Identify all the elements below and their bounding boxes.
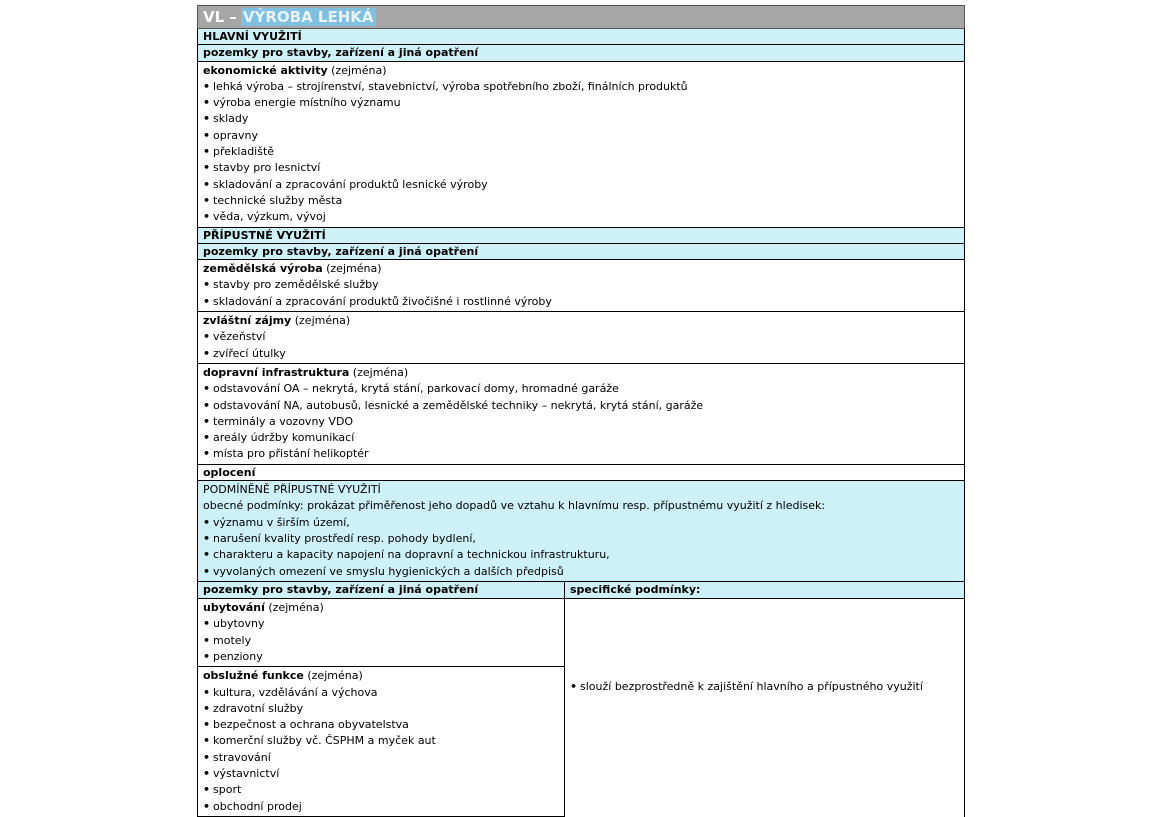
- table-title: [197, 5, 965, 29]
- permitted-use-subheading: pozemky pro stavby, zařízení a jiná opatření: [197, 244, 965, 260]
- list-item: • stravování: [203, 750, 564, 766]
- left-column-header: pozemky pro stavby, zařízení a jiná opatření: [198, 582, 564, 599]
- group-title: ubytování (zejména): [203, 601, 324, 615]
- conditional-heading: PODMÍNĚNĚ PŘÍPUSTNÉ VYUŽITÍ: [203, 483, 381, 497]
- group-title: obslužné funkce (zejména): [203, 669, 363, 683]
- list-item: • penziony: [203, 649, 564, 665]
- agriculture-block: [197, 260, 965, 312]
- economic-activities-block: [197, 62, 965, 228]
- specific-condition: • slouží bezprostředně k zajištění hlavního a přípustného využití: [570, 679, 923, 695]
- accommodation-block: [198, 599, 564, 667]
- list-item: • bezpečnost a ochrana obyvatelstva: [203, 717, 564, 733]
- group-title: dopravní infrastruktura (zejména): [203, 365, 409, 379]
- list-item: • vyvolaných omezení ve smyslu hygienických a dalších předpisů: [203, 564, 964, 580]
- list-item: • stavby pro zemědělské služby: [203, 277, 964, 293]
- group-title: zvláštní zájmy (zejména): [203, 314, 351, 328]
- list-item: • motely: [203, 633, 564, 649]
- title-name: VÝROBA LEHKÁ: [242, 8, 374, 26]
- special-interests-block: [197, 312, 965, 364]
- list-item: • lehká výroba – strojírenství, stavebnictví, výroba spotřebního zboží, finálních produktů: [203, 79, 964, 95]
- list-item: • charakteru a kapacity napojení na dopravní a technickou infrastrukturu,: [203, 547, 964, 563]
- list-item: • sklady: [203, 111, 964, 127]
- list-item: • věda, výzkum, vývoj: [203, 209, 964, 225]
- list-item: • místa pro přistání helikoptér: [203, 446, 964, 462]
- fence-row: oplocení: [197, 465, 965, 481]
- list-item: • odstavování OA – nekrytá, krytá stání, parkovací domy, hromadné garáže: [203, 381, 964, 397]
- list-item: • komerční služby vč. ČSPHM a myček aut: [203, 733, 564, 749]
- list-item: • kultura, vzdělávání a výchova: [203, 685, 564, 701]
- list-item: • obchodní prodej: [203, 799, 564, 815]
- group-title: ekonomické aktivity (zejména): [203, 63, 387, 77]
- zoning-table: [197, 5, 965, 817]
- main-use-heading: HLAVNÍ VYUŽITÍ: [197, 29, 965, 45]
- list-item: • zvířecí útulky: [203, 346, 964, 362]
- list-item: • skladování a zpracování produktů živočišné i rostlinné výroby: [203, 294, 964, 310]
- service-functions-block: [198, 667, 564, 817]
- conditional-use-block: [197, 481, 965, 582]
- conditional-two-columns: [197, 582, 965, 817]
- list-item: • překladiště: [203, 144, 964, 160]
- list-item: • opravny: [203, 128, 964, 144]
- conditional-right-column: [565, 582, 964, 817]
- list-item: • narušení kvality prostředí resp. pohody bydlení,: [203, 531, 964, 547]
- list-item: • ubytovny: [203, 616, 564, 632]
- main-use-subheading: pozemky pro stavby, zařízení a jiná opatření: [197, 45, 965, 61]
- list-item: • výstavnictví: [203, 766, 564, 782]
- conditional-intro: obecné podmínky: prokázat přiměřenost jeho dopadů ve vztahu k hlavnímu resp. přípustnému využití z hledisek:: [203, 499, 826, 513]
- right-column-header: specifické podmínky:: [565, 582, 964, 599]
- list-item: • areály údržby komunikací: [203, 430, 964, 446]
- list-item: • odstavování NA, autobusů, lesnické a zemědělské techniky – nekrytá, krytá stání, garáže: [203, 398, 964, 414]
- list-item: • terminály a vozovny VDO: [203, 414, 964, 430]
- group-title: zemědělská výroba (zejména): [203, 262, 382, 276]
- list-item: • významu v širším území,: [203, 515, 964, 531]
- list-item: • technické služby města: [203, 193, 964, 209]
- permitted-use-heading: PŘÍPUSTNÉ VYUŽITÍ: [197, 228, 965, 244]
- list-item: • stavby pro lesnictví: [203, 160, 964, 176]
- list-item: • vězeňství: [203, 329, 964, 345]
- list-item: • skladování a zpracování produktů lesnické výroby: [203, 177, 964, 193]
- list-item: • sport: [203, 782, 564, 798]
- title-code: VL –: [203, 8, 237, 26]
- list-item: • zdravotní služby: [203, 701, 564, 717]
- list-item: • výroba energie místního významu: [203, 95, 964, 111]
- conditional-left-column: [198, 582, 565, 817]
- transport-infrastructure-block: [197, 364, 965, 465]
